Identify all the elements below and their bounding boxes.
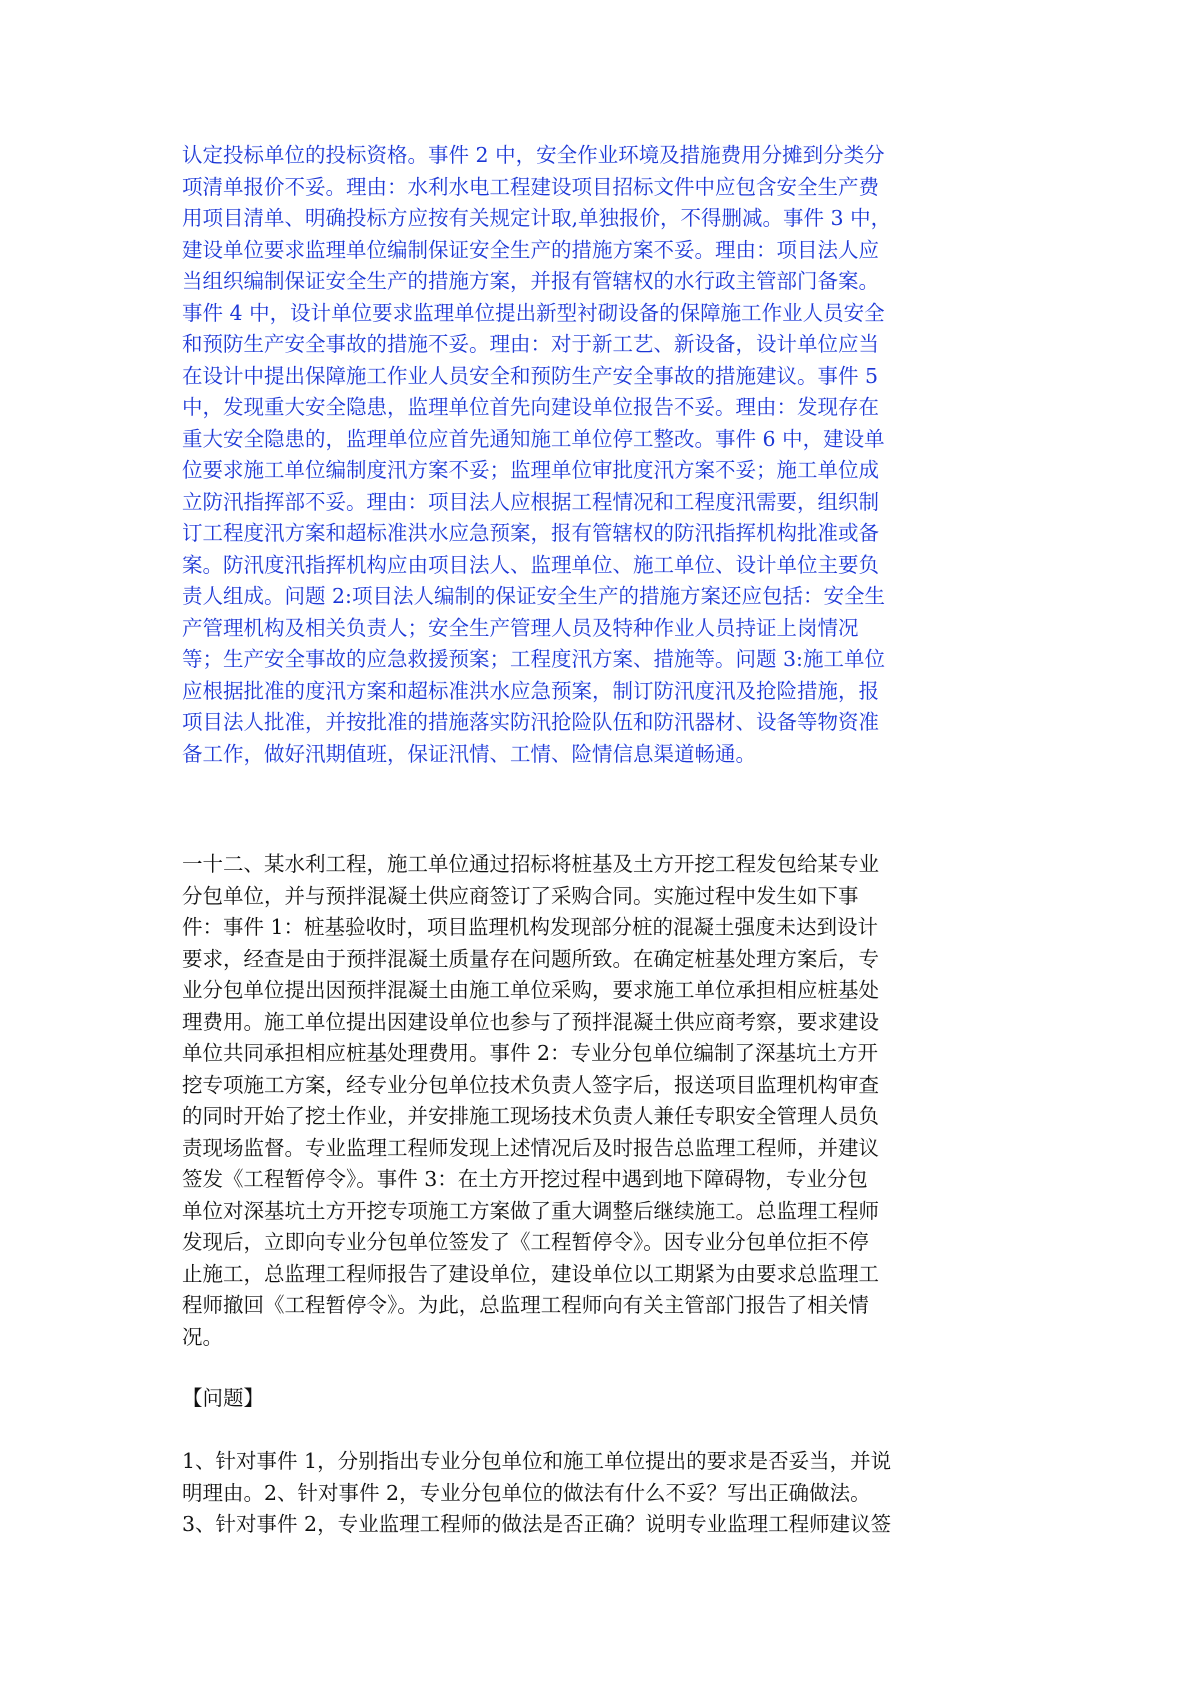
question-line: 况。 [182,1324,223,1349]
answer-line: 产管理机构及相关负责人；安全生产管理人员及特种作业人员持证上岗情况 [182,615,859,640]
answer-line: 用项目清单、明确投标方应按有关规定计取,单独报价，不得删减。事件 3 中， [182,206,892,230]
questions-list [182,1446,1014,1541]
question-line: 单位对深基坑土方开挖专项施工方案做了重大调整后继续施工。总监理工程师 [182,1198,879,1223]
questions-line: 1、针对事件 1，分别指出专业分包单位和施工单位提出的要求是否妥当，并说 [182,1449,892,1473]
question-text-block [182,849,1014,1353]
question-line: 一十二、某水利工程，施工单位通过招标将桩基及土方开挖工程发包给某专业 [182,852,879,876]
answer-line: 等；生产安全事故的应急救援预案；工程度汛方案、措施等。问题 3:施工单位 [182,647,885,671]
answer-line: 案。防汛度汛指挥机构应由项目法人、监理单位、施工单位、设计单位主要负 [182,552,879,577]
question-line: 分包单位，并与预拌混凝土供应商签订了采购合同。实施过程中发生如下事 [182,883,859,908]
question-line: 理费用。施工单位提出因建设单位也参与了预拌混凝土供应商考察，要求建设 [182,1009,879,1034]
answer-line: 和预防生产安全事故的措施不妥。理由：对于新工艺、新设备，设计单位应当 [182,332,879,356]
question-line: 件：事件 1：桩基验收时，项目监理机构发现部分桩的混凝土强度未达到设计 [182,915,879,939]
answer-line: 立防汛指挥部不妥。理由：项目法人应根据工程情况和工程度汛需要，组织制 [182,489,879,514]
answer-line: 项目法人批准，并按批准的措施落实防汛抢险队伍和防汛器材、设备等物资准 [182,710,879,734]
answer-line: 事件 4 中，设计单位要求监理单位提出新型衬砌设备的保障施工作业人员安全 [182,300,885,325]
question-line: 止施工，总监理工程师报告了建设单位，建设单位以工期紧为由要求总监理工 [182,1261,879,1286]
question-line: 的同时开始了挖土作业，并安排施工现场技术负责人兼任专职安全管理人员负 [182,1104,879,1128]
answer-line: 中，发现重大安全隐患，监理单位首先向建设单位报告不妥。理由：发现存在 [182,395,879,419]
question-line: 程师撤回《工程暂停令》。为此，总监理工程师向有关主管部门报告了相关情 [182,1293,869,1317]
answer-line: 建设单位要求监理单位编制保证安全生产的措施方案不妥。理由：项目法人应 [182,237,879,262]
questions-line: 3、针对事件 2，专业监理工程师的做法是否正确？说明专业监理工程师建议签 [182,1512,892,1536]
answer-line: 认定投标单位的投标资格。事件 2 中，安全作业环境及措施费用分摊到分类分 [182,143,885,167]
question-line: 责现场监督。专业监理工程师发现上述情况后及时报告总监理工程师，并建议 [182,1135,879,1160]
question-line: 发现后，立即向专业分包单位签发了《工程暂停令》。因专业分包单位拒不停 [182,1230,869,1254]
questions-heading [182,1383,1014,1415]
answer-line: 备工作，做好汛期值班，保证汛情、工情、险情信息渠道畅通。 [182,741,756,766]
answer-line: 责人组成。问题 2:项目法人编制的保证安全生产的措施方案还应包括：安全生 [182,584,885,608]
answer-line: 位要求施工单位编制度汛方案不妥；监理单位审批度汛方案不妥；施工单位成 [182,458,879,482]
answer-text-block [182,140,1014,770]
question-line: 单位共同承担相应桩基处理费用。事件 2：专业分包单位编制了深基坑土方开 [182,1041,879,1065]
questions-line: 明理由。2、针对事件 2，专业分包单位的做法有什么不妥？写出正确做法。 [182,1480,871,1505]
question-line: 挖专项施工方案，经专业分包单位技术负责人签字后，报送项目监理机构审查 [182,1072,879,1097]
question-line: 要求，经查是由于预拌混凝土质量存在问题所致。在确定桩基处理方案后，专 [182,946,879,971]
answer-line: 当组织编制保证安全生产的措施方案，并报有管辖权的水行政主管部门备案。 [182,269,879,293]
question-line: 业分包单位提出因预拌混凝土由施工单位采购，要求施工单位承担相应桩基处 [182,978,879,1002]
answer-line: 应根据批准的度汛方案和超标准洪水应急预案，制订防汛度汛及抢险措施，报 [182,678,879,703]
answer-line: 订工程度汛方案和超标准洪水应急预案，报有管辖权的防汛指挥机构批准或备 [182,521,879,545]
answer-line: 在设计中提出保障施工作业人员安全和预防生产安全事故的措施建议。事件 5 [182,363,879,388]
questions-heading-text: 【问题】 [182,1386,264,1410]
question-line: 签发《工程暂停令》。事件 3：在土方开挖过程中遇到地下障碍物，专业分包 [182,1167,868,1191]
answer-line: 项清单报价不妥。理由：水利水电工程建设项目招标文件中应包含安全生产费 [182,174,879,199]
answer-line: 重大安全隐患的，监理单位应首先通知施工单位停工整改。事件 6 中，建设单 [182,426,885,451]
